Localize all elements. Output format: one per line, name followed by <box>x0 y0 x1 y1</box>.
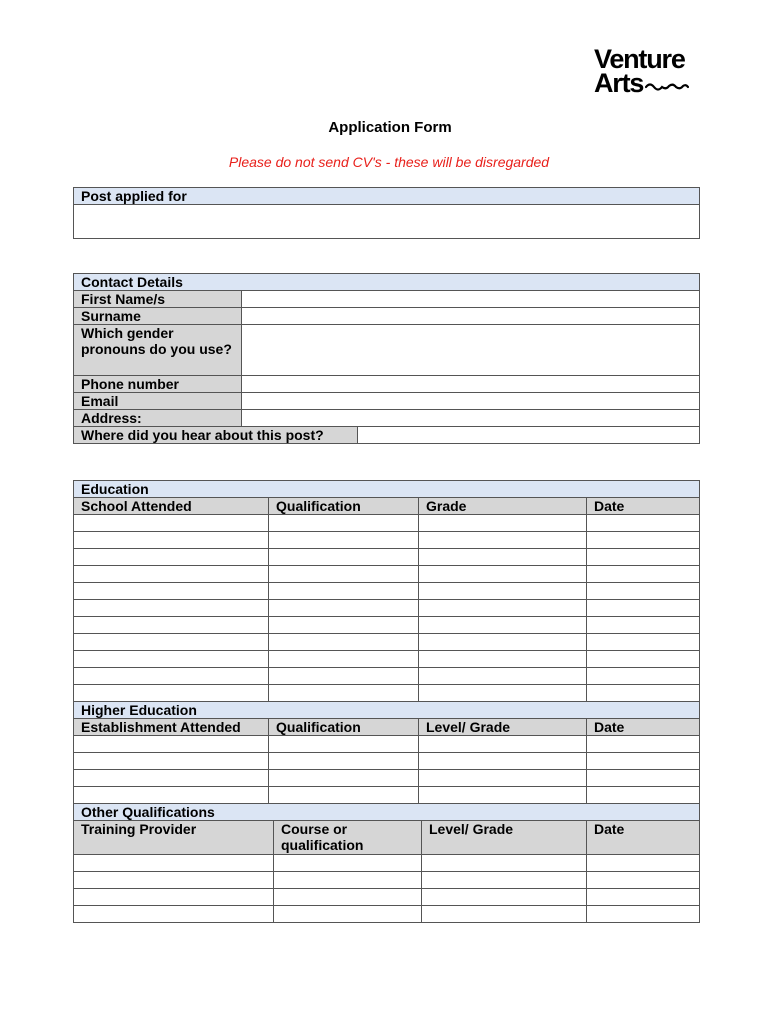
education-cell[interactable] <box>269 549 419 566</box>
other-qualification-cell[interactable] <box>74 872 274 889</box>
higher-col-qualification: Qualification <box>269 719 419 736</box>
table-row <box>74 532 700 549</box>
higher-education-header: Higher Education <box>74 702 700 719</box>
education-cell[interactable] <box>587 617 700 634</box>
education-cell[interactable] <box>587 532 700 549</box>
education-cell[interactable] <box>587 651 700 668</box>
table-row <box>74 634 700 651</box>
email-label: Email <box>74 393 242 410</box>
education-cell[interactable] <box>587 668 700 685</box>
contact-details-header: Contact Details <box>74 274 700 291</box>
post-applied-label: Post applied for <box>74 188 700 205</box>
higher-education-cell[interactable] <box>419 787 587 804</box>
education-cell[interactable] <box>419 634 587 651</box>
table-row <box>74 668 700 685</box>
table-row <box>74 736 700 753</box>
education-cell[interactable] <box>587 566 700 583</box>
education-col-grade: Grade <box>419 498 587 515</box>
address-label: Address: <box>74 410 242 427</box>
education-section <box>74 481 700 515</box>
education-cell[interactable] <box>74 566 269 583</box>
table-row <box>74 889 700 906</box>
higher-education-cell[interactable] <box>74 753 269 770</box>
contact-details-table <box>73 273 700 444</box>
pronouns-label: Which gender pronouns do you use? <box>74 325 242 376</box>
education-cell[interactable] <box>269 617 419 634</box>
education-cell[interactable] <box>269 668 419 685</box>
education-cell[interactable] <box>74 583 269 600</box>
higher-col-grade: Level/ Grade <box>419 719 587 736</box>
higher-education-cell[interactable] <box>269 770 419 787</box>
education-cell[interactable] <box>269 600 419 617</box>
other-qualifications-section <box>74 804 700 855</box>
first-name-label: First Name/s <box>74 291 242 308</box>
table-row <box>74 855 700 872</box>
higher-education-cell[interactable] <box>587 736 700 753</box>
education-cell[interactable] <box>587 549 700 566</box>
education-col-school: School Attended <box>74 498 269 515</box>
education-cell[interactable] <box>74 634 269 651</box>
cv-notice: Please do not send CV's - these will be disregarded <box>228 154 550 170</box>
other-col-grade: Level/ Grade <box>422 821 587 855</box>
hear-about-field[interactable] <box>358 427 700 444</box>
surname-field[interactable] <box>242 308 700 325</box>
other-qualification-cell[interactable] <box>274 855 422 872</box>
other-qualifications-rows <box>74 855 700 923</box>
education-cell[interactable] <box>419 685 587 702</box>
education-cell[interactable] <box>74 515 269 532</box>
education-cell[interactable] <box>269 651 419 668</box>
pronouns-field[interactable] <box>242 325 700 376</box>
education-cell[interactable] <box>587 583 700 600</box>
higher-education-cell[interactable] <box>419 736 587 753</box>
other-qualification-cell[interactable] <box>587 855 700 872</box>
education-cell[interactable] <box>269 685 419 702</box>
education-cell[interactable] <box>587 600 700 617</box>
address-field[interactable] <box>242 410 700 427</box>
education-cell[interactable] <box>269 515 419 532</box>
higher-education-cell[interactable] <box>74 787 269 804</box>
education-cell[interactable] <box>269 566 419 583</box>
other-qualification-cell[interactable] <box>587 906 700 923</box>
education-cell[interactable] <box>269 583 419 600</box>
other-qualification-cell[interactable] <box>587 889 700 906</box>
table-row <box>74 872 700 889</box>
other-qualification-cell[interactable] <box>274 872 422 889</box>
phone-label: Phone number <box>74 376 242 393</box>
higher-education-rows <box>74 736 700 804</box>
education-cell[interactable] <box>419 566 587 583</box>
education-cell[interactable] <box>587 634 700 651</box>
table-row <box>74 600 700 617</box>
higher-education-cell[interactable] <box>587 770 700 787</box>
education-table <box>73 480 700 923</box>
higher-education-cell[interactable] <box>587 753 700 770</box>
other-qualifications-header: Other Qualifications <box>74 804 700 821</box>
other-qualification-cell[interactable] <box>74 855 274 872</box>
education-cell[interactable] <box>419 549 587 566</box>
education-cell[interactable] <box>74 532 269 549</box>
other-col-course: Course or qualification <box>274 821 422 855</box>
education-cell[interactable] <box>74 617 269 634</box>
table-row <box>74 770 700 787</box>
other-qualification-cell[interactable] <box>422 906 587 923</box>
higher-education-section <box>74 702 700 736</box>
table-row <box>74 515 700 532</box>
education-cell[interactable] <box>419 617 587 634</box>
higher-education-cell[interactable] <box>269 787 419 804</box>
education-col-qualification: Qualification <box>269 498 419 515</box>
higher-education-cell[interactable] <box>269 753 419 770</box>
other-col-provider: Training Provider <box>74 821 274 855</box>
higher-education-cell[interactable] <box>269 736 419 753</box>
table-row <box>74 617 700 634</box>
education-cell[interactable] <box>74 685 269 702</box>
post-applied-field[interactable] <box>74 205 700 239</box>
table-row <box>74 549 700 566</box>
higher-education-cell[interactable] <box>74 736 269 753</box>
other-qualification-cell[interactable] <box>274 906 422 923</box>
education-cell[interactable] <box>74 651 269 668</box>
other-qualification-cell[interactable] <box>422 872 587 889</box>
higher-col-date: Date <box>587 719 700 736</box>
first-name-field[interactable] <box>242 291 700 308</box>
other-qualification-cell[interactable] <box>274 889 422 906</box>
table-row <box>74 753 700 770</box>
other-qualification-cell[interactable] <box>587 872 700 889</box>
education-cell[interactable] <box>269 532 419 549</box>
education-cell[interactable] <box>419 515 587 532</box>
table-row <box>74 566 700 583</box>
table-row <box>74 787 700 804</box>
other-qualification-cell[interactable] <box>74 889 274 906</box>
education-cell[interactable] <box>419 668 587 685</box>
other-qualification-cell[interactable] <box>422 889 587 906</box>
logo-text-venture: Venture <box>594 44 685 74</box>
education-header: Education <box>74 481 700 498</box>
table-row <box>74 906 700 923</box>
page-title: Application Form <box>328 119 452 136</box>
other-qualification-cell[interactable] <box>74 906 274 923</box>
education-cell[interactable] <box>74 549 269 566</box>
education-cell[interactable] <box>419 532 587 549</box>
higher-education-cell[interactable] <box>587 787 700 804</box>
education-cell[interactable] <box>587 685 700 702</box>
higher-education-cell[interactable] <box>419 770 587 787</box>
logo-wave-icon <box>645 81 689 91</box>
education-cell[interactable] <box>419 651 587 668</box>
education-cell[interactable] <box>74 600 269 617</box>
hear-about-label: Where did you hear about this post? <box>74 427 358 444</box>
education-col-date: Date <box>587 498 700 515</box>
other-col-date: Date <box>587 821 700 855</box>
other-qualification-cell[interactable] <box>422 855 587 872</box>
venture-arts-logo <box>594 44 704 101</box>
higher-education-cell[interactable] <box>419 753 587 770</box>
education-cell[interactable] <box>419 600 587 617</box>
higher-col-establishment: Establishment Attended <box>74 719 269 736</box>
table-row <box>74 685 700 702</box>
email-field[interactable] <box>242 393 700 410</box>
education-cell[interactable] <box>419 583 587 600</box>
surname-label: Surname <box>74 308 242 325</box>
logo-text-arts: Arts <box>594 68 644 98</box>
table-row <box>74 651 700 668</box>
education-cell[interactable] <box>587 515 700 532</box>
education-cell[interactable] <box>74 668 269 685</box>
phone-field[interactable] <box>242 376 700 393</box>
education-rows <box>74 515 700 702</box>
table-row <box>74 583 700 600</box>
post-applied-table <box>73 187 700 239</box>
higher-education-cell[interactable] <box>74 770 269 787</box>
education-cell[interactable] <box>269 634 419 651</box>
